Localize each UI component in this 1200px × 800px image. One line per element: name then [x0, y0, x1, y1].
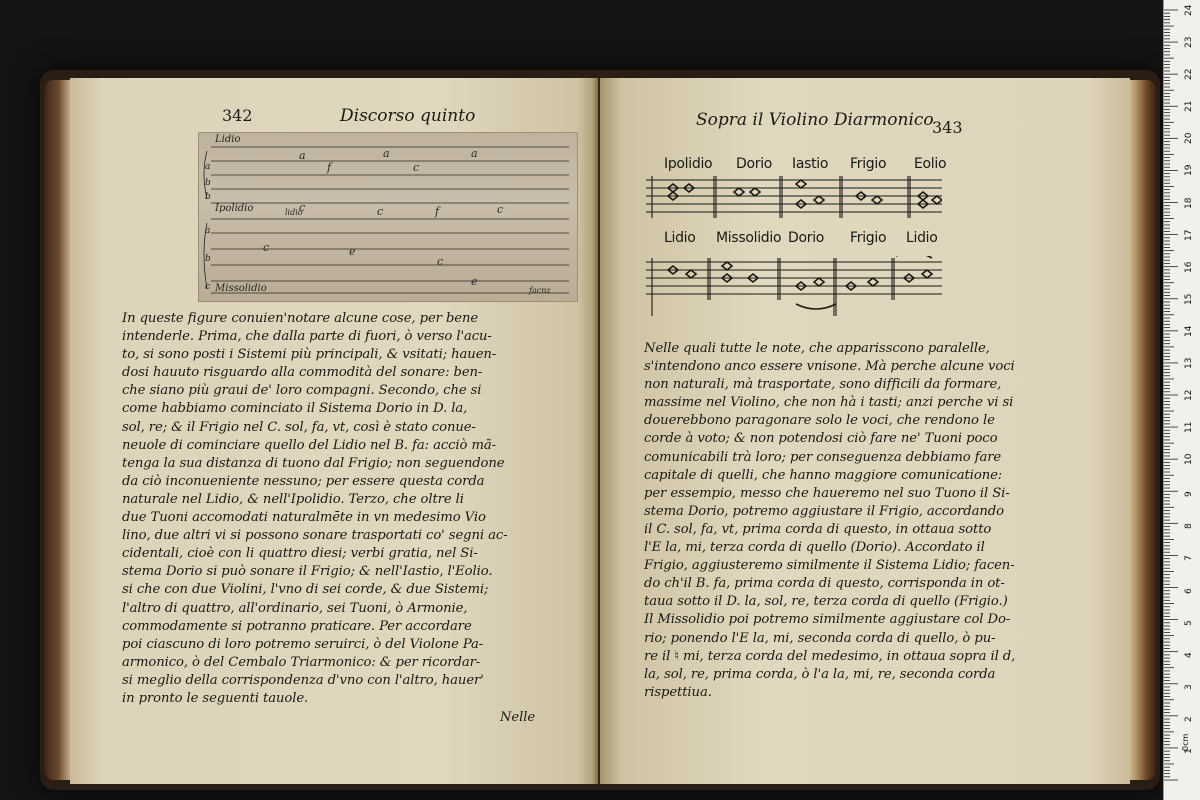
slip-label-lidio-small: lidio: [285, 208, 303, 217]
text-line: comunicabili trà loro; per conseguenza debbiamo fare: [644, 449, 1002, 465]
page-number: 342: [222, 106, 253, 125]
text-line: commodamente si potranno praticare. Per accordare: [122, 618, 472, 634]
text-line: stema Dorio si può sonare il Frigio; & nell'Iastio, l'Eolio.: [122, 564, 493, 580]
text-line: per essempio, messo che haueremo nel suo Tuono il Si-: [644, 485, 1010, 501]
ruler-label: 13: [1184, 357, 1194, 369]
svg-text:c: c: [263, 241, 270, 254]
text-line: s'intendono anco essere vnisone. Mà perche alcune voci: [644, 359, 1015, 375]
tablature-staff: [199, 133, 577, 301]
text-line: tenga la sua distanza di tuono dal Frigio; non seguendone: [122, 455, 505, 471]
left-header: [70, 106, 598, 132]
text-line: l'E la, mi, terza corda di quello (Dorio). Accordato il: [644, 540, 985, 556]
text-line: poi ciascuno di loro potremo seruirci, ò del Violone Pa-: [122, 636, 484, 652]
slip-label-corner: facnz: [529, 286, 551, 295]
right-header: [600, 106, 1130, 137]
text-line: corde à voto; & non potendosi ciò fare ne' Tuoni poco: [644, 431, 998, 447]
svg-text:a: a: [383, 147, 390, 160]
ruler-label: 22: [1184, 68, 1194, 81]
text-line: armonico, ò del Cembalo Triarmonico: & per ricordar-: [122, 654, 481, 670]
text-line: non naturali, mà trasportate, sono difficili da formare,: [644, 377, 1002, 393]
staff-row-1: [646, 174, 942, 220]
running-head: Sopra il Violino Diarmonico: [696, 110, 934, 130]
text-line: taua sotto il D. la, sol, re, terza corda di quello (Frigio.): [644, 594, 1008, 610]
text-line: come habbiamo cominciato il Sistema Dorio in D. la,: [122, 401, 468, 417]
svg-text:e: e: [471, 275, 478, 288]
book-edge-right: [1126, 80, 1156, 780]
text-line: si che con due Violini, l'vno di sei corde, & due Sistemi;: [122, 582, 489, 598]
mode-name: Dorio: [736, 156, 773, 172]
text-line: naturale nel Lidio, & nell'Ipolidio. Terzo, che oltre li: [122, 491, 464, 507]
mode-name: Missolidio: [716, 230, 782, 246]
svg-text:c: c: [205, 282, 211, 292]
ruler-unit-label: 0cm: [1181, 733, 1190, 751]
text-line: capitale di quelli, che hanno maggiore comunicatione:: [644, 467, 1003, 483]
text-line: lino, due altri vi si possono sonare trasportati co' segni ac-: [122, 528, 508, 544]
svg-text:f: f: [327, 161, 332, 174]
ruler-label: 16: [1184, 261, 1194, 273]
text-line: sol, re; & il Frigio nel C. sol, fa, vt, così è stato conue-: [122, 419, 476, 435]
ruler-label: 19: [1184, 164, 1194, 177]
svg-text:b: b: [205, 178, 211, 188]
right-page: [600, 78, 1130, 784]
slip-label-ipolidio: Ipolidio: [215, 203, 254, 214]
text-line: in pronto le seguenti tauole.: [122, 690, 309, 706]
svg-text:c: c: [437, 255, 444, 268]
mode-name: Frigio: [850, 230, 887, 246]
text-line: l'altro di quattro, all'ordinario, sei Tuoni, ò Armonie,: [122, 600, 468, 616]
music-slip: [198, 132, 578, 302]
staff-row-2: [646, 256, 942, 326]
text-line: cidentali, cioè con li quattro diesi; verbi gratia, nel Si-: [122, 546, 478, 562]
ruler-label: 3: [1184, 684, 1194, 690]
svg-text:c: c: [377, 205, 384, 218]
text-line: il C. sol, fa, vt, prima corda di questo, in ottaua sotto: [644, 521, 992, 537]
text-line: Nelle quali tutte le note, che apparisscono paralelle,: [644, 341, 990, 356]
mode-name: Iastio: [792, 156, 829, 172]
ruler-label: 2: [1184, 716, 1194, 722]
svg-text:b: b: [205, 192, 211, 202]
ruler-label: 7: [1184, 555, 1194, 562]
ruler-label: 10: [1184, 453, 1194, 466]
svg-text:f: f: [435, 205, 440, 218]
mode-name: Lidio: [906, 230, 938, 246]
left-body-text: [122, 310, 542, 708]
ruler-label: 5: [1184, 619, 1194, 626]
text-line: Il Missolidio poi potremo similmente aggiustare col Do-: [644, 612, 1011, 628]
running-head: Discorso quinto: [340, 106, 476, 126]
ruler-label: 20: [1184, 132, 1194, 145]
measurement-ruler: [1163, 0, 1200, 800]
ruler-ticks: [1164, 0, 1200, 800]
svg-text:c: c: [299, 201, 306, 214]
mode-name: Eolio: [914, 156, 947, 172]
mode-name: Lidio: [664, 230, 696, 246]
ruler-label: 23: [1184, 36, 1194, 49]
text-line: da ciò inconueniente nessuno; per essere questa corda: [122, 473, 485, 489]
text-line: massime nel Violino, che non hà i tasti; anzi perche vi si: [644, 395, 1014, 411]
svg-text:e: e: [349, 245, 356, 258]
ruler-label: 18: [1184, 197, 1194, 209]
ruler-label: 8: [1184, 523, 1194, 530]
svg-text:a: a: [471, 147, 478, 160]
svg-text:c: c: [497, 203, 504, 216]
ruler-label: 17: [1184, 229, 1194, 241]
text-line: due Tuoni accomodati naturalmēte in vn medesimo Vio: [122, 510, 486, 526]
text-line: re il ♮ mi, terza corda del medesimo, in ottaua sopra il d,: [644, 648, 1016, 664]
mode-name: Frigio: [850, 156, 887, 172]
text-line: che siano più graui de' loro compagni. Secondo, che si: [122, 383, 482, 399]
text-line: rio; ponendo l'E la, mi, seconda corda di quello, ò pu-: [644, 630, 996, 646]
text-line: Frigio, aggiusteremo similmente il Sistema Lidio; facen-: [644, 558, 1015, 574]
svg-text:b: b: [205, 254, 211, 264]
slip-label-missolidio: Missolidio: [215, 283, 267, 294]
ruler-label: 15: [1184, 293, 1194, 305]
ruler-label: 11: [1184, 421, 1194, 434]
text-line: douerebbono paragonare solo le voci, che rendono le: [644, 413, 995, 429]
svg-text:a: a: [299, 149, 306, 162]
svg-text:a: a: [205, 226, 211, 236]
right-body-text: [644, 340, 1090, 702]
text-line: rispettiua.: [644, 684, 712, 700]
text-line: to, si sono posti i Sistemi più principali, & vsitati; hauen-: [122, 347, 497, 363]
text-line: intenderle. Prima, che dalla parte di fuori, ò verso l'acu-: [122, 329, 492, 345]
ruler-label: 24: [1184, 4, 1194, 16]
ruler-label: 6: [1184, 587, 1194, 594]
text-line: stema Dorio, potremo aggiustare il Frigio, accordando: [644, 503, 1004, 519]
mode-name: Ipolidio: [664, 156, 713, 172]
svg-text:c: c: [413, 161, 420, 174]
text-line: la, sol, re, prima corda, ò l'a la, mi, re, seconda corda: [644, 666, 996, 682]
text-line: In queste figure conuien'notare alcune cose, per bene: [122, 311, 479, 326]
ruler-label: 21: [1184, 100, 1194, 113]
ruler-label: 4: [1184, 651, 1194, 658]
text-line: do ch'il B. fa, prima corda di questo, corrisponda in ot-: [644, 576, 1005, 592]
ruler-label: 14: [1184, 325, 1194, 337]
ruler-label: 1: [1184, 748, 1194, 754]
text-line: neuole di cominciare quello del Lidio nel B. fa: acciò mã-: [122, 437, 496, 453]
mode-name: Dorio: [788, 230, 825, 246]
notation-block: [642, 156, 947, 322]
catchword: Nelle: [500, 710, 536, 725]
slip-label-lidio: Lidio: [215, 134, 241, 145]
text-line: dosi hauuto risguardo alla commodità del sonare: ben-: [122, 365, 483, 381]
ruler-label: 9: [1184, 491, 1194, 498]
ruler-label: 12: [1184, 389, 1194, 401]
text-line: si meglio della corrispondenza d'vno con l'altro, hauer': [122, 672, 484, 688]
left-page: [70, 78, 598, 784]
svg-text:a: a: [205, 162, 211, 172]
page-number: 343: [932, 118, 963, 137]
